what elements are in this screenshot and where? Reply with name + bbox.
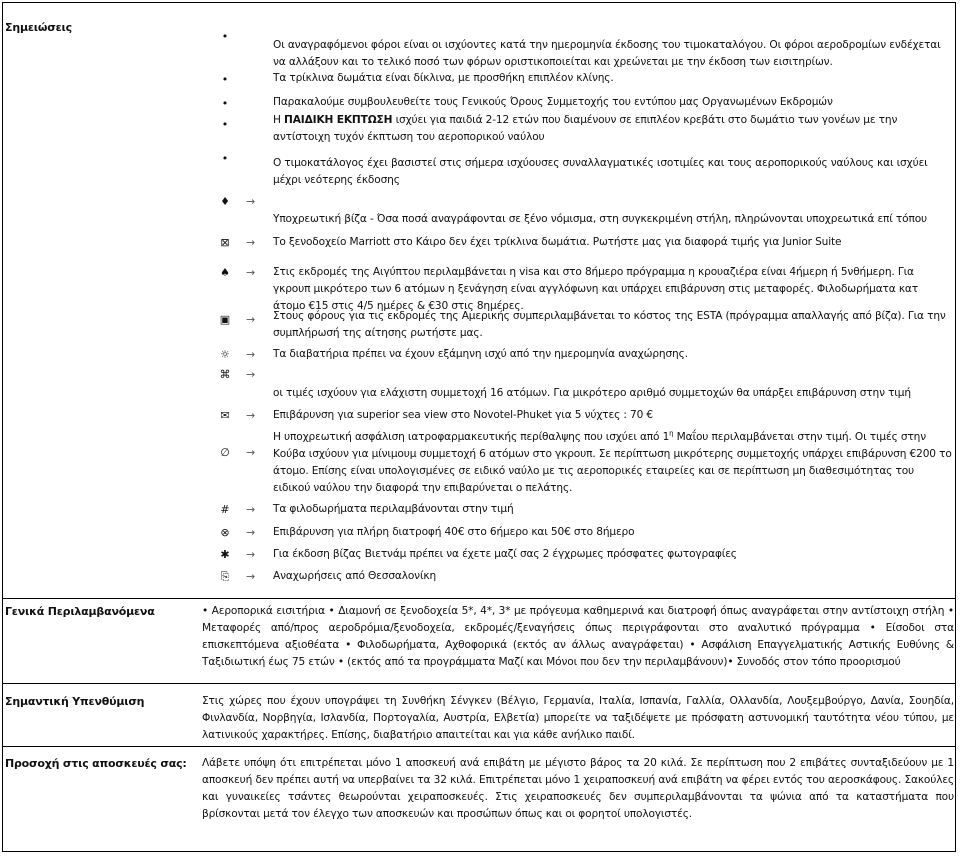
- arrow-icon: →: [246, 409, 256, 422]
- bullet-icon: •: [221, 73, 229, 86]
- general-label: Γενικά Περιλαμβανόμενα: [5, 605, 155, 618]
- sun-icon: ☼: [220, 348, 230, 361]
- command-icon: ⌘: [219, 368, 231, 381]
- envelope-icon: ✉: [220, 409, 230, 422]
- spade-icon: ♠: [220, 266, 230, 279]
- note-novotel-phuket: Επιβάρυνση για superior sea view στο Novotel-Phuket για 5 νύχτες : 70 €: [273, 409, 653, 421]
- asterisk-icon: ✱: [220, 548, 230, 561]
- notes-label: Σημειώσεις: [5, 21, 72, 34]
- insurance-sup: η: [669, 429, 674, 438]
- square-icon: ▣: [219, 313, 231, 326]
- hash-icon: #: [220, 503, 230, 516]
- note-passport-validity: Τα διαβατήρια πρέπει να έχουν εξάμηνη ισχύ από την ημερομηνία αναχώρησης.: [273, 348, 688, 360]
- arrow-icon: →: [246, 266, 256, 279]
- reminder-text: Στις χώρες που έχουν υπογράψει τη Συνθήκη Σένγκεν (Βέλγιο, Γερμανία, Ιταλία, Ισπανία, Γαλλία, Ολλανδία, Λουξεμβούργο, Δανία, Σουηδία, Φινλανδία, Νορβηγία, Ισλανδία, Πορτογαλία, Αυστρία, Ελβετία) μπορείτε να ταξιδέψετε με πρόσφατη αστυνομική ταυτότητα νέου τύπου, με λατινικούς χαρακτήρες. Επίσης, διαβατήριο απαιτείται και για κάθε ανήλικο παιδί.: [202, 695, 954, 741]
- divider: [2, 683, 956, 684]
- note-general-terms: Παρακαλούμε συμβουλευθείτε τους Γενικούς Όρους Συμμετοχής του εντύπου μας Οργανωμένων Εκδρομών: [273, 96, 833, 108]
- note-child-discount: [273, 112, 953, 146]
- note-usa-esta: Στους φόρους για τις εκδρομές της Αμερικής συμπεριλαμβάνεται το κόστος της ESTA (πρόγραμμα απαλλαγής από βίζα). Για την συμπλήρωσή της αίτησης ρωτήστε μας.: [273, 310, 946, 339]
- diamond-icon: ♦: [220, 195, 230, 208]
- insurance-text: Μαΐου περιλαμβάνεται στην τιμή. Οι τιμές στην Κούβα ισχύουν για μίνιμουμ συμμετοχή 6 ατόμων στο γκρουπ. Σε περίπτωση μικρότερης συμμετοχής υπάρχει επιβάρυνση €200 το άτομο. Επίσης είναι υπολογισμένες σε ειδικό ναύλο με τις αεροπορικές εταιρείες και σε περίπτωση μη διαθεσιμότητας του ειδικού ναύλου την διαφορά την επιβαρύνεται ο πελάτης.: [273, 431, 952, 494]
- luggage-label: Προσοχή στις αποσκευές σας:: [5, 757, 187, 770]
- arrow-icon: →: [246, 548, 256, 561]
- boxed-x-icon: ⊠: [220, 236, 230, 249]
- arrow-icon: →: [246, 570, 256, 583]
- arrow-icon: →: [246, 368, 256, 381]
- note-min-participants: οι τιμές ισχύουν για ελάχιστη συμμετοχή 16 ατόμων. Για μικρότερο αριθμό συμμετοχών θα υπάρξει επιβάρυνση στην τιμή: [273, 387, 911, 399]
- note-taxes: Οι αναγραφόμενοι φόροι είναι οι ισχύοντες κατά την ημερομηνία έκδοσης του τιμοκαταλόγου. Οι φόροι αεροδρομίων ενδέχεται να αλλάξουν και το τελικό ποσό των φόρων οριστικοποιείται και χρεώνεται με την έκδοση των εισιτηρίων.: [273, 39, 941, 68]
- child-discount-prefix: Η: [273, 114, 285, 126]
- insurance-prefix: Η υποχρεωτική ασφάλιση ιατροφαρμακευτικής περίθαλψης που ισχύει από 1: [273, 431, 670, 443]
- note-thessaloniki-departures: Αναχωρήσεις από Θεσσαλονίκη: [273, 570, 437, 582]
- note-triple-rooms: Τα τρίκλινα δωμάτια είναι δίκλινα, με προσθήκη επιπλέον κλίνης.: [273, 72, 614, 84]
- document-icon: ⎘: [220, 570, 230, 583]
- arrow-icon: →: [246, 503, 256, 516]
- note-insurance-cuba: [273, 429, 953, 497]
- arrow-icon: →: [246, 236, 256, 249]
- note-tips-included: Τα φιλοδωρήματα περιλαμβάνονται στην τιμή: [273, 503, 514, 515]
- arrow-icon: →: [246, 195, 256, 208]
- note-egypt-tours: Στις εκδρομές της Αιγύπτου περιλαμβάνεται η visa και στο 8ήμερο πρόγραμμα η κρουαζιέρα είναι 4ήμερη ή 5νθήμερη. Για γκρουπ μικρότερο των 6 ατόμων η ξενάγηση είναι αγγλόφωνη και υπάρχει επιβάρυνση στις μεταφορές. Φιλοδωρήματα κατ άτομο €15 στις 4/5 ημέρες & €30 στις 8ημέρες.: [273, 266, 918, 312]
- child-discount-bold: ΠΑΙΔΙΚΗ ΕΚΠΤΩΣΗ: [284, 114, 393, 126]
- bullet-icon: •: [221, 97, 229, 110]
- divider: [2, 598, 956, 599]
- arrow-icon: →: [246, 348, 256, 361]
- divider: [2, 746, 956, 747]
- circled-x-icon: ⊗: [220, 526, 230, 539]
- general-text: • Αεροπορικά εισιτήρια • Διαμονή σε ξενοδοχεία 5*, 4*, 3* με πρόγευμα καθημερινά και διατροφή όπως αναγράφεται στην αντίστοιχη στήλη • Μεταφορές από/προς αεροδρόμια/ξενοδοχεία, εκδρομές/ξεναγήσεις όπως περιγράφονται στο αναλυτικό πρόγραμμα • Είσοδοι στα επισκεπτόμενα αξιοθέατα • Φιλοδωρήματα, Αχθοφορικά (εκτός αν άλλως αναγράφεται) • Ασφάλιση Επαγγελματικής Αστικής Ευθύνης & Ταξιδιωτική έως 75 ετών • (εκτός από τα προγράμματα Μαζί και Μόνοι που δεν την περιλαμβάνουν)• Συνοδός στον τόπο προορισμού: [202, 605, 954, 668]
- note-full-board: Επιβάρυνση για πλήρη διατροφή 40€ στο 6ήμερο και 50€ στο 8ήμερο: [273, 526, 635, 538]
- note-exchange-rates: Ο τιμοκατάλογος έχει βασιστεί στις σήμερα ισχύουσες συναλλαγματικές ισοτιμίες και τους αεροπορικούς ναύλους και ισχύει μέχρι νεότερης έκδοσης: [273, 157, 928, 186]
- luggage-text: Λάβετε υπόψη ότι επιτρέπεται μόνο 1 αποσκευή ανά επιβάτη με μέγιστο βάρος τα 20 κιλά. Σε περίπτωση που 2 επιβάτες συνταξιδεύουν με 1 αποσκευή δεν πρέπει αυτή να υπερβαίνει τα 32 κιλά. Επιτρέπεται μόνο 1 χειραποσκευή ανά επιβάτη να φέρει εντός του αεροσκάφους. Σακούλες και γυναικείες τσάντες θεωρούνται χειραποσκευές. Στις χειραποσκευές δεν συμπεριλαμβάνονται τα ψώνια από τα καταστήματα που βρίσκονται μετά τον έλεγχο των αποσκευών και προσώπων όπως και οι φορητοί υπολογιστές.: [202, 757, 954, 820]
- child-discount-text: ισχύει για παιδιά 2-12 ετών που διαμένουν σε επιπλέον κρεβάτι στο δωμάτιο των γονέων με την αντίστοιχη τυχόν έκπτωση του αεροπορικού ναύλου: [273, 114, 898, 143]
- arrow-icon: →: [246, 526, 256, 539]
- note-vietnam-visa: Για έκδοση βίζας Βιετνάμ πρέπει να έχετε μαζί σας 2 έγχρωμες πρόσφατες φωτογραφίες: [273, 548, 737, 560]
- note-marriott-cairo: Το ξενοδοχείο Marriott στο Κάιρο δεν έχει τρίκλινα δωμάτια. Ρωτήστε μας για διαφορά τιμής για Junior Suite: [273, 236, 842, 248]
- arrow-icon: →: [246, 313, 256, 326]
- note-visa-mandatory: Υποχρεωτική βίζα - Όσα ποσά αναγράφονται σε ξένο νόμισμα, στη συγκεκριμένη στήλη, πληρώνονται υποχρεωτικά επί τόπου: [273, 213, 928, 225]
- bullet-icon: •: [221, 152, 229, 165]
- arrow-icon: →: [246, 446, 256, 459]
- reminder-label: Σημαντική Υπενθύμιση: [5, 695, 145, 708]
- bullet-icon: •: [221, 118, 229, 131]
- bullet-icon: •: [221, 30, 229, 43]
- empty-set-icon: ∅: [220, 446, 230, 459]
